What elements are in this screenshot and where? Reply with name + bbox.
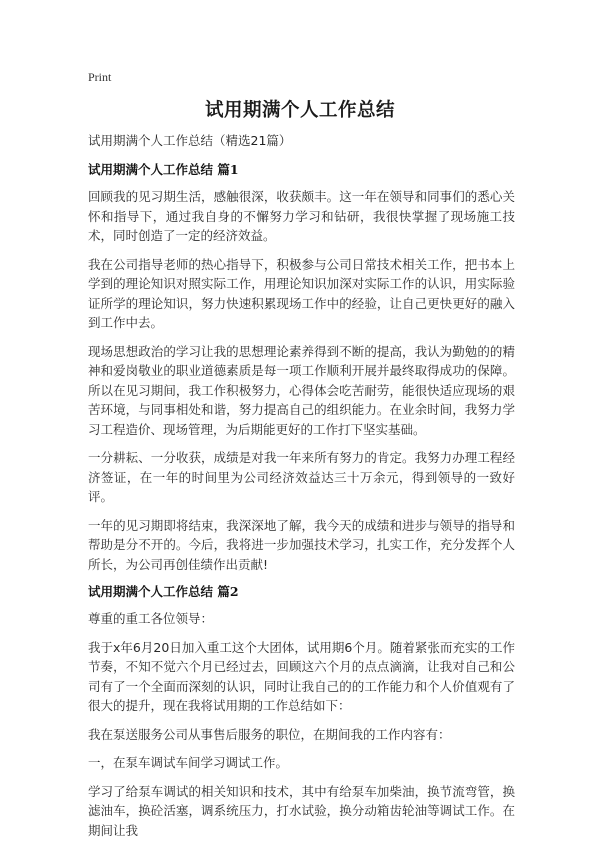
paragraph: 学习了给泵车调试的相关知识和技术，其中有给泵车加柴油，换节流弯管，换滤油车，换砼活塞，调系统压力，打水试验，换分动箱齿轮油等调试工作。在期间让我: [88, 783, 515, 838]
paragraph: 我在泵送服务公司从事售后服务的职位，在期间我的工作内容有：: [88, 726, 451, 742]
section-heading-1: 试用期满个人工作总结 篇1: [88, 162, 239, 177]
paragraph: 我在公司指导老师的热心指导下，积极参与公司日常技术相关工作，把书本上学到的理论知识对照实际工作，用理论知识加深对实际工作的认识，用实际验证所学的理论知识，努力快速积累现场工作中的经验，让自己更快更好的融入到工作中去。: [88, 256, 515, 330]
paragraph: 一，在泵车调试车间学习调试工作。: [88, 755, 289, 770]
paragraph: 我于x年6月20日加入重工这个大团体，试用期6个月。随着紧张而充实的工作节奏，不知不觉六个月已经过去，回顾这六个月的点点滴滴，让我对自己和公司有了一个全面而深刻的认识，同时让我自己的的工作能力和个人价值观有了很大的提升，现在我将试用期的工作总结如下：: [88, 639, 515, 713]
print-link[interactable]: Print: [88, 70, 112, 84]
page-title: 试用期满个人工作总结: [204, 100, 395, 121]
document-body: [88, 132, 515, 849]
paragraph: 回顾我的见习期生活，感触很深，收获颇丰。这一年在领导和同事们的悉心关怀和指导下，通过我自身的不懈努力学习和钻研，我很快掌握了现场施工技术，同时创造了一定的经济效益。: [88, 189, 515, 243]
paragraph: 一分耕耘、一分收获，成绩是对我一年来所有努力的肯定。我努力办理工程经济签证，在一年的时间里为公司经济效益达三十万余元，得到领导的一致好评。: [88, 450, 515, 504]
paragraph: 现场思想政治的学习让我的思想理论素养得到不断的提高，我认为勤勉的的精神和爱岗敬业的职业道德素质是每一项工作顺利开展并最终取得成功的保障。所以在见习期间，我工作积极努力，心得体会吃苦耐劳，能很快适应现场的艰苦环境，与同事相处和谐，努力提高自己的组织能力。在业余时间，我努力学习工程造价、现场管理，为后期能更好的工作打下坚实基础。: [88, 343, 515, 437]
paragraph: 一年的见习期即将结束，我深深地了解，我今天的成绩和进步与领导的指导和帮助是分不开的。今后，我将进一步加强技术学习，扎实工作，充分发挥个人所长，为公司再创佳绩作出贡献!: [88, 517, 515, 572]
paragraph: 尊重的重工各位领导：: [88, 611, 214, 626]
section-heading-2: 试用期满个人工作总结 篇2: [88, 584, 239, 599]
document-subtitle: 试用期满个人工作总结（精选21篇）: [88, 133, 292, 148]
